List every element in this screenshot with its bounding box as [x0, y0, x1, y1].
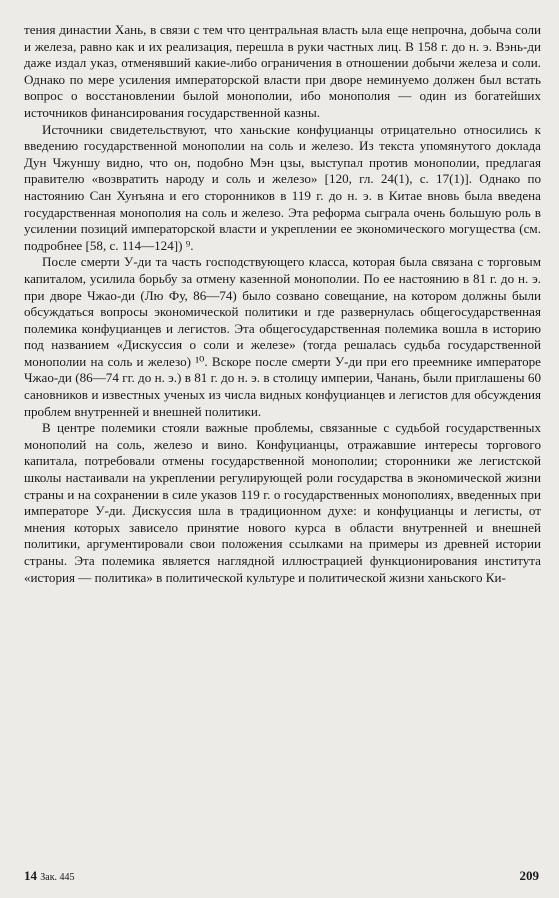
paragraph: После смерти У-ди та часть господствующего класса, которая была связана с торговым капиталом, усилила борьбу за отмену казенной монополии. По ее настоянию в 81 г. до н. э. при дворе Чжао-ди (Лю Фу, 86—74) было созвано совещание, на котором должны были обсуждаться вопросы экономической политики и где развернулась общегосударственная полемика конфуцианцев и легистов. Эта общегосударственная полемика вошла в историю под названием «Дискуссия о соли и железе» (тогда решалась судьба государственной монополии на соль и железо) ¹⁰. Вскоре после смерти У-ди при его преемнике императоре Чжао-ди (86—74 гг. до н. э.) в 81 г. до н. э. в столицу империи, Чанань, были приглашены 60 сановников и известных ученых из числа видных конфуцианцев и легистов для обсуждения проблем внутренней и внешней политики. [24, 254, 541, 419]
printer-signature [24, 868, 75, 884]
signature-number: 14 [24, 868, 37, 883]
signature-order: Зак. 445 [40, 872, 75, 883]
page-footer [24, 868, 539, 884]
paragraph: В центре полемики стояли важные проблемы, связанные с судьбой государственных монополий на соль, железо и вино. Конфуцианцы, отражавшие интересы торгового капитала, потребовали отмены государственной монополии; сторонники же легистской школы настаивали на укреплении регулирующей роли государства в экономической жизни страны и на сохранении в силе указов 119 г. о государственных монополиях, введенных при императоре У-ди. Дискуссия шла в традиционном духе: и конфуцианцы и легисты, от мнения которых зависело принятие нового курса в области внутренней и внешней политики, аргументировали свои положения ссылками на примеры из древней истории страны. Эта полемика является наглядной иллюстрацией функционирования института «история — политика» в политической культуре и политической жизни ханьского Ки- [24, 420, 541, 585]
paragraph: Источники свидетельствуют, что ханьские конфуцианцы отрицательно относились к введению государственной монополии на соль и железо. Из текста упомянутого доклада Дун Чжуншу видно, что он, подобно Мэн цзы, выступал против монополии, предлагая правителю «возвратить народу и соль и железо» [120, гл. 24(1), с. 17(1)]. Однако по настоянию Сан Хунъяна и его сторонников в 119 г. до н. э. в Китае вновь была введена государственная монополия на соль и железо. Эта реформа сыграла очень большую роль в усилении позиций императорской власти и укреплении ее экономического могущества (см. подробнее [58, с. 114—124]) ⁹. [24, 121, 541, 253]
page-number: 209 [519, 868, 539, 883]
paragraph: тения династии Хань, в связи с тем что центральная власть ыла еще непрочна, добыча соли и железа, равно как и их реализация, перешла в руки частных лиц. В 158 г. до н. э. Вэнь-ди даже издал указ, отменявший какие-либо ограничения в отношении добычи железа и соли. Однако по мере усиления императорской власти при дворе неминуемо должен был встать вопрос о восстановлении былой монополии, ибо монополия — один из богатейших источников финансирования государственной казны. [24, 22, 541, 120]
